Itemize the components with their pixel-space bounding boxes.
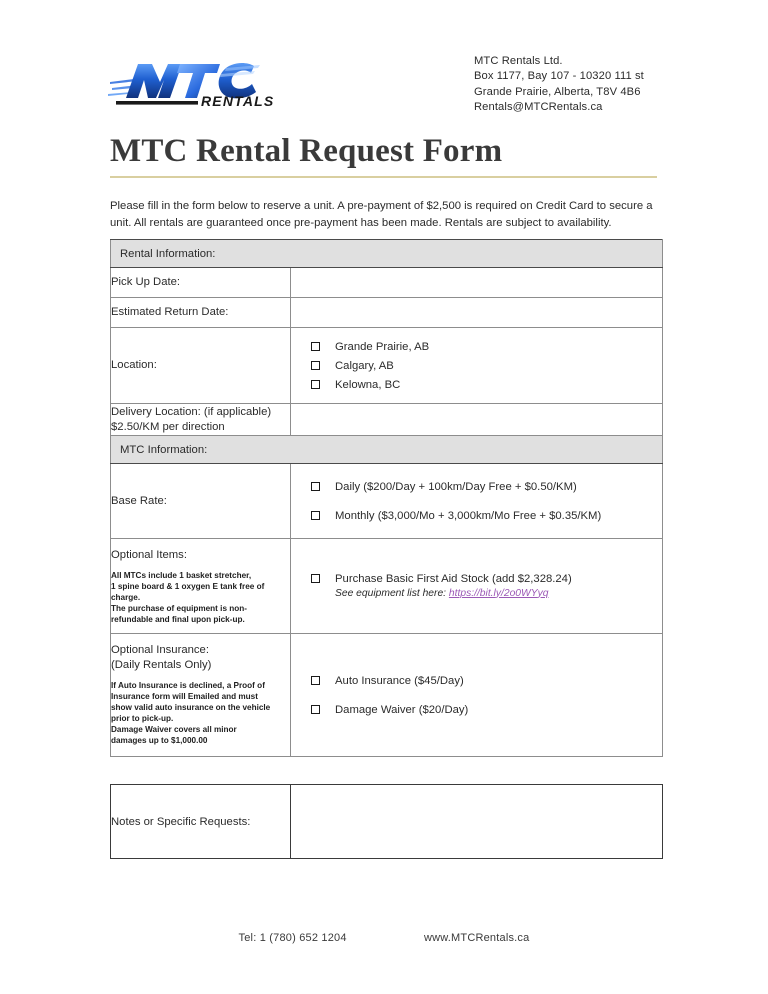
section-header-rental-information xyxy=(111,240,663,268)
optional-items-note-line-4: The purchase of equipment is non- xyxy=(111,604,248,613)
spacer xyxy=(111,563,290,570)
optional-item-first-aid-stock[interactable] xyxy=(311,572,656,601)
table-row-optional-insurance xyxy=(111,634,663,757)
optional-insurance-note-line-5: Damage Waiver covers all minor xyxy=(111,725,237,734)
optional-item-text-wrap xyxy=(335,572,572,601)
location-option-calgary[interactable] xyxy=(311,359,656,373)
location-option-label: Calgary, AB xyxy=(335,359,394,372)
title-underline-rule xyxy=(110,176,657,178)
base-rate-checkbox-list xyxy=(291,470,662,533)
checkbox-icon[interactable] xyxy=(311,342,320,351)
delivery-location-label xyxy=(111,404,291,436)
equipment-list-link[interactable]: https://bit.ly/2o0WYyq xyxy=(448,587,549,599)
estimated-return-date-label: Estimated Return Date: xyxy=(111,298,291,328)
logo-svg xyxy=(108,52,288,112)
table-row-base-rate xyxy=(111,464,663,539)
mtc-rentals-logo xyxy=(108,52,288,112)
optional-insurance-note-line-3: show valid auto insurance on the vehicle xyxy=(111,703,271,712)
optional-insurance-note-line-4: prior to pick-up. xyxy=(111,714,174,723)
optional-items-label: Optional Items: xyxy=(111,549,187,561)
table-row-notes xyxy=(111,785,663,859)
equipment-list-line xyxy=(335,587,572,601)
rental-request-table xyxy=(110,239,663,757)
footer-telephone: Tel: 1 (780) 652 1204 xyxy=(238,932,347,944)
location-option-grande-prairie[interactable] xyxy=(311,340,656,354)
document-header xyxy=(0,0,768,130)
optional-insurance-label-line-2: (Daily Rentals Only) xyxy=(111,659,212,671)
footer-website: www.MTCRentals.ca xyxy=(423,932,530,944)
notes-table xyxy=(110,784,663,859)
intro-paragraph: Please fill in the form below to reserve a unit. A pre-payment of $2,500 is required on Credit Card to secure a unit. All rentals are guaranteed once pre-payment has been made. Rentals are subject to availability. xyxy=(110,200,653,229)
pick-up-date-field[interactable] xyxy=(291,268,663,298)
svg-text:RENTALS: RENTALS xyxy=(201,93,275,109)
pick-up-date-label: Pick Up Date: xyxy=(111,268,291,298)
insurance-checkbox-list xyxy=(291,664,662,727)
insurance-option-damage-waiver[interactable] xyxy=(311,703,656,717)
section-header-mtc-information xyxy=(111,436,663,464)
delivery-location-label-line-2: $2.50/KM per direction xyxy=(111,420,225,433)
optional-insurance-note-line-6: damages up to $1,000.00 xyxy=(111,736,208,745)
address-line-3: Grande Prairie, Alberta, T8V 4B6 xyxy=(474,85,641,98)
checkbox-icon[interactable] xyxy=(311,676,320,685)
base-rate-option-monthly[interactable] xyxy=(311,509,656,523)
page-title: MTC Rental Request Form xyxy=(110,133,503,169)
optional-items-note-line-5: refundable and final upon pick-up. xyxy=(111,615,245,624)
optional-items-note-line-2: 1 spine board & 1 oxygen E tank free of xyxy=(111,582,265,591)
table-row-delivery-location xyxy=(111,404,663,436)
document-footer xyxy=(0,932,768,944)
estimated-return-date-field[interactable] xyxy=(291,298,663,328)
optional-item-label: Purchase Basic First Aid Stock (add $2,328.24) xyxy=(335,572,572,585)
location-option-label: Kelowna, BC xyxy=(335,378,401,391)
base-rate-option-label: Monthly ($3,000/Mo + 3,000km/Mo Free + $0.35/KM) xyxy=(335,509,602,522)
equipment-list-prefix: See equipment list here: xyxy=(335,587,449,599)
optional-items-note-line-1: All MTCs include 1 basket stretcher, xyxy=(111,571,252,580)
address-line-1: MTC Rentals Ltd. xyxy=(474,55,563,67)
optional-items-checkbox-list xyxy=(291,562,662,611)
delivery-location-label-line-1: Delivery Location: (if applicable) xyxy=(111,405,272,418)
notes-label: Notes or Specific Requests: xyxy=(111,785,291,859)
table-row-estimated-return-date xyxy=(111,298,663,328)
insurance-option-auto-insurance[interactable] xyxy=(311,674,656,688)
optional-insurance-note-line-2: Insurance form will Emailed and must xyxy=(111,692,258,701)
optional-insurance-note-line-1: If Auto Insurance is declined, a Proof of xyxy=(111,681,265,690)
table-row-optional-items xyxy=(111,539,663,634)
location-option-label: Grande Prairie, AB xyxy=(335,340,430,353)
spacer xyxy=(111,673,290,680)
base-rate-label: Base Rate: xyxy=(111,464,291,539)
location-option-kelowna[interactable] xyxy=(311,378,656,392)
optional-insurance-label-cell xyxy=(111,634,291,757)
location-options-cell xyxy=(291,328,663,404)
delivery-location-field[interactable] xyxy=(291,404,663,436)
optional-items-label-cell xyxy=(111,539,291,634)
insurance-option-label: Damage Waiver ($20/Day) xyxy=(335,703,469,716)
base-rate-option-label: Daily ($200/Day + 100km/Day Free + $0.50/KM) xyxy=(335,480,577,493)
insurance-options-cell xyxy=(291,634,663,757)
company-address xyxy=(474,54,644,116)
checkbox-icon[interactable] xyxy=(311,705,320,714)
section-header-mtc-information-label: MTC Information: xyxy=(111,436,663,464)
base-rate-options-cell xyxy=(291,464,663,539)
optional-items-note-line-3: charge. xyxy=(111,593,141,602)
notes-field[interactable] xyxy=(291,785,663,859)
checkbox-icon[interactable] xyxy=(311,482,320,491)
address-line-2: Box 1177, Bay 107 - 10320 111 st xyxy=(474,70,644,83)
checkbox-icon[interactable] xyxy=(311,361,320,370)
table-row-pick-up-date xyxy=(111,268,663,298)
checkbox-icon[interactable] xyxy=(311,511,320,520)
optional-items-note xyxy=(111,570,290,625)
insurance-option-label: Auto Insurance ($45/Day) xyxy=(335,674,464,687)
table-row-location xyxy=(111,328,663,404)
location-checkbox-list xyxy=(291,330,662,402)
checkbox-icon[interactable] xyxy=(311,380,320,389)
address-line-4: Rentals@MTCRentals.ca xyxy=(474,101,603,114)
location-label: Location: xyxy=(111,328,291,404)
section-header-rental-information-label: Rental Information: xyxy=(111,240,663,268)
optional-insurance-note xyxy=(111,680,290,746)
checkbox-icon[interactable] xyxy=(311,574,320,583)
base-rate-option-daily[interactable] xyxy=(311,480,656,494)
optional-items-options-cell xyxy=(291,539,663,634)
optional-insurance-label-line-1: Optional Insurance: xyxy=(111,644,209,656)
